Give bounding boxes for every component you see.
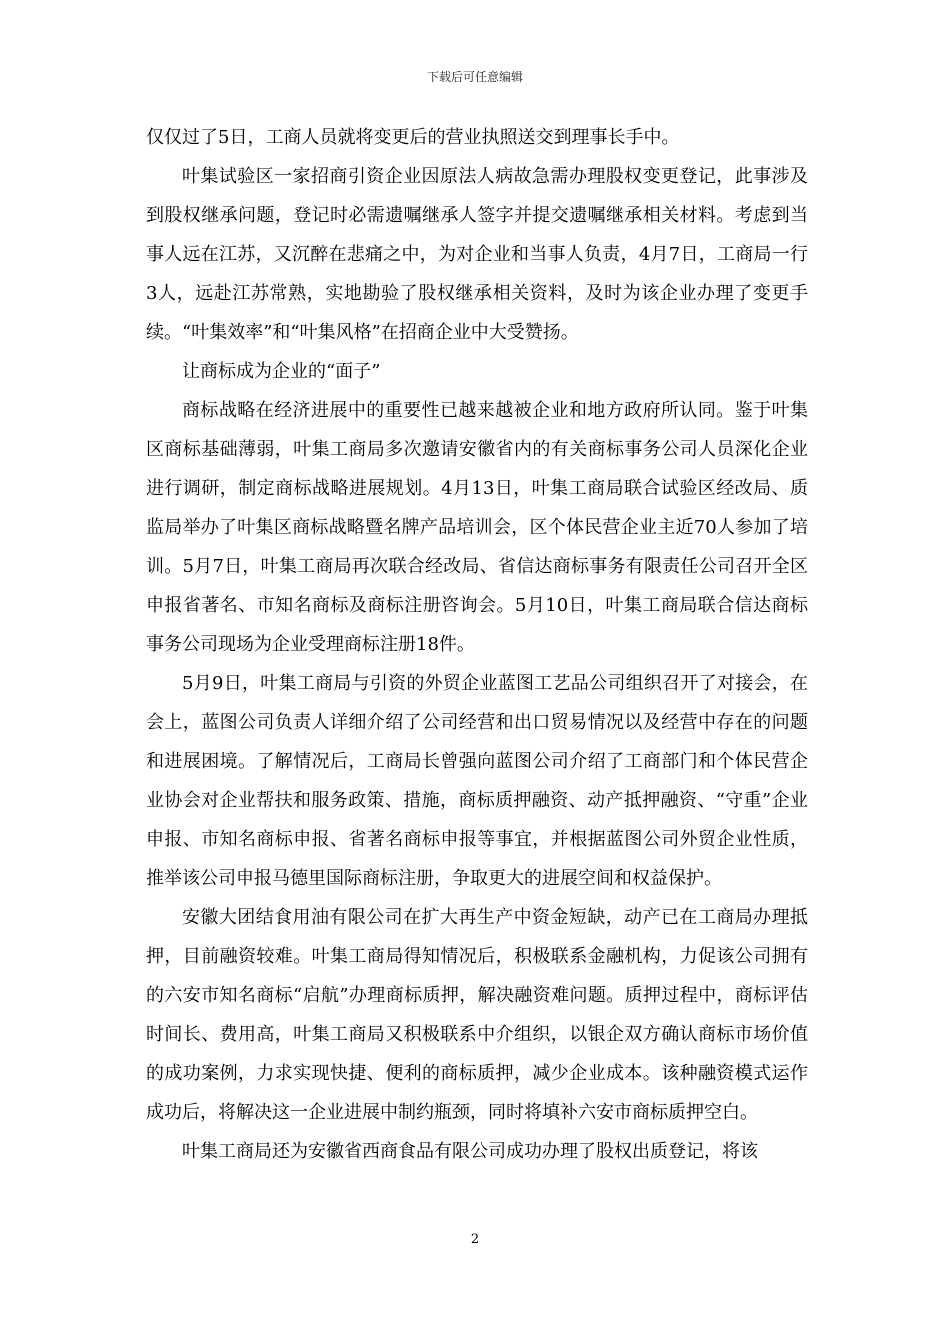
page-number: 2	[470, 1232, 480, 1247]
page-header-note: 下载后可任意编辑	[426, 70, 523, 84]
document-body	[146, 118, 808, 1171]
paragraph-5: 安徽大团结食用油有限公司在扩大再生产中资金短缺，动产已在工商局办理抵押，目前融资较难。叶集工商局得知情况后，积极联系金融机构，力促该公司拥有的六安市知名商标“启航”办理商标质押，解决融资难问题。质押过程中，商标评估时间长、费用高，叶集工商局又积极联系中介组织，以银企双方确认商标市场价值的成功案例，力求实现快捷、便利的商标质押，减少企业成本。该种融资模式运作成功后，将解决这一企业进展中制约瓶颈，同时将填补六安市商标质押空白。	[146, 907, 808, 1123]
paragraph-3: 商标战略在经济进展中的重要性已越来越被企业和地方政府所认同。鉴于叶集区商标基础薄弱，叶集工商局多次邀请安徽省内的有关商标事务公司人员深化企业进行调研，制定商标战略进展规划。4月13日，叶集工商局联合试验区经改局、质监局举办了叶集区商标战略暨名牌产品培训会，区个体民营企业主近70人参加了培训。5月7日，叶集工商局再次联合经改局、省信达商标事务有限责任公司召开全区申报省著名、市知名商标及商标注册咨询会。5月10日，叶集工商局联合信达商标事务公司现场为企业受理商标注册18件。	[146, 400, 808, 655]
paragraph-6: 叶集工商局还为安徽省西商食品有限公司成功办理了股权出质登记，将该	[182, 1141, 758, 1162]
section-heading: 让商标成为企业的“面子”	[182, 361, 381, 382]
paragraph-4: 5月9日，叶集工商局与引资的外贸企业蓝图工艺品公司组织召开了对接会，在会上，蓝图公司负责人详细介绍了公司经营和出口贸易情况以及经营中存在的问题和进展困境。了解情况后，工商局长曾强向蓝图公司介绍了工商部门和个体民营企业协会对企业帮扶和服务政策、措施，商标质押融资、动产抵押融资、“守重”企业申报、市知名商标申报、省著名商标申报等事宜，并根据蓝图公司外贸企业性质，推举该公司申报马德里国际商标注册，争取更大的进展空间和权益保护。	[146, 673, 808, 889]
paragraph-1: 仅仅过了5日，工商人员就将变更后的营业执照送交到理事长手中。	[146, 127, 680, 148]
paragraph-2: 叶集试验区一家招商引资企业因原法人病故急需办理股权变更登记，此事涉及到股权继承问题，登记时必需遗嘱继承人签字并提交遗嘱继承相关材料。考虑到当事人远在江苏，又沉醉在悲痛之中，为对企业和当事人负责，4月7日，工商局一行3人，远赴江苏常熟，实地勘验了股权继承相关资料，及时为该企业办理了变更手续。“叶集效率”和“叶集风格”在招商企业中大受赞扬。	[146, 166, 808, 343]
